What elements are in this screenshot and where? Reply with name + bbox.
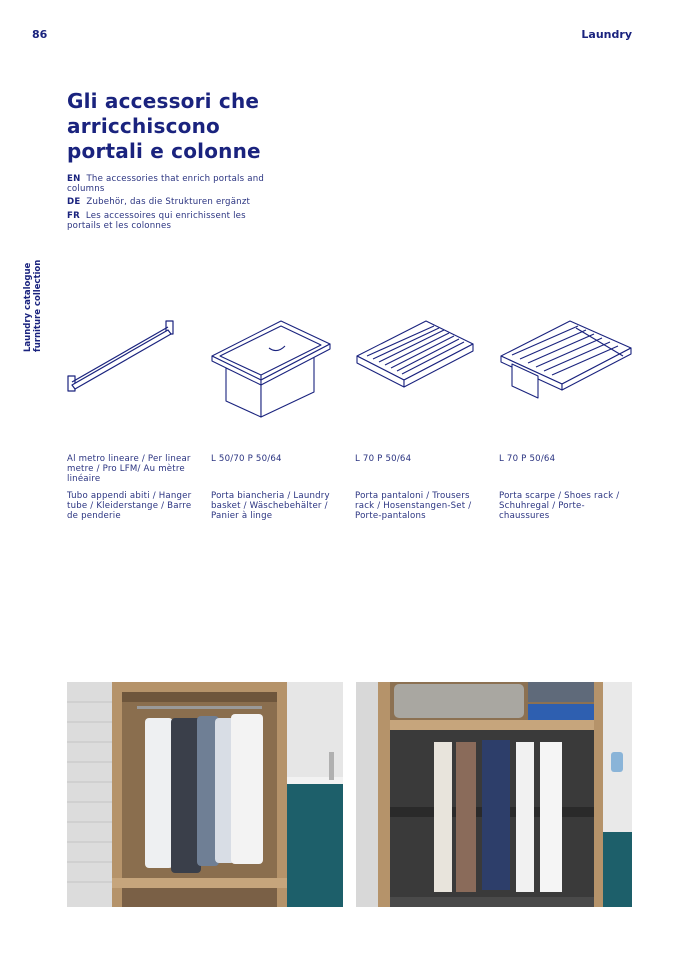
laundry-basket-icon	[209, 318, 333, 420]
photo-hanger-tube	[67, 682, 343, 907]
product-name-laundry-basket: Porta biancheria / Laundry basket / Wäschebehälter / Panier à linge	[211, 491, 330, 521]
lang-code-en: EN	[67, 174, 81, 184]
title-line2: arricchiscono	[67, 114, 220, 138]
product-name-trousers-rack: Porta pantaloni / Trousers rack / Hosenstangen-Set / Porte-pantalons	[355, 491, 472, 521]
lang-fr	[67, 211, 282, 231]
lang-text-de: Zubehör, das die Strukturen ergänzt	[86, 197, 251, 207]
lang-en	[67, 174, 282, 194]
product-size-trousers-rack: L 70 P 50/64	[355, 454, 412, 464]
hanger-tube-icon	[62, 315, 182, 400]
product-size-shoes-rack: L 70 P 50/64	[499, 454, 556, 464]
side-label-line1: Laundry catalogue	[23, 262, 33, 352]
product-size-hanger-tube: Al metro lineare / Per linear metre / Pro LFM/ Au mètre linéaire	[67, 454, 191, 484]
lang-de	[67, 197, 282, 207]
trousers-rack-icon	[354, 318, 476, 392]
lang-code-fr: FR	[67, 211, 80, 221]
lang-code-de: DE	[67, 197, 81, 207]
lang-text-fr: Les accessoires qui enrichissent les portails et les colonnes	[67, 211, 246, 231]
section-title: Laundry	[581, 28, 632, 41]
product-name-shoes-rack: Porta scarpe / Shoes rack / Schuhregal / Porte-chaussures	[499, 491, 620, 521]
photo-trousers-rack	[356, 682, 632, 907]
product-size-laundry-basket: L 50/70 P 50/64	[211, 454, 282, 464]
photo-trousers-rack-image	[356, 682, 632, 907]
photo-hanger-tube-image	[67, 682, 343, 907]
page-number: 86	[32, 28, 48, 41]
side-label	[23, 260, 43, 352]
shoes-rack-icon	[498, 318, 634, 402]
title-line1: Gli accessori che	[67, 89, 260, 113]
side-label-line2: furniture collection	[33, 259, 43, 352]
product-name-hanger-tube: Tubo appendi abiti / Hanger tube / Kleiderstange / Barre de penderie	[67, 491, 192, 521]
lang-text-en: The accessories that enrich portals and columns	[67, 174, 265, 194]
title-line3: portali e colonne	[67, 139, 261, 163]
page-title	[67, 89, 327, 164]
